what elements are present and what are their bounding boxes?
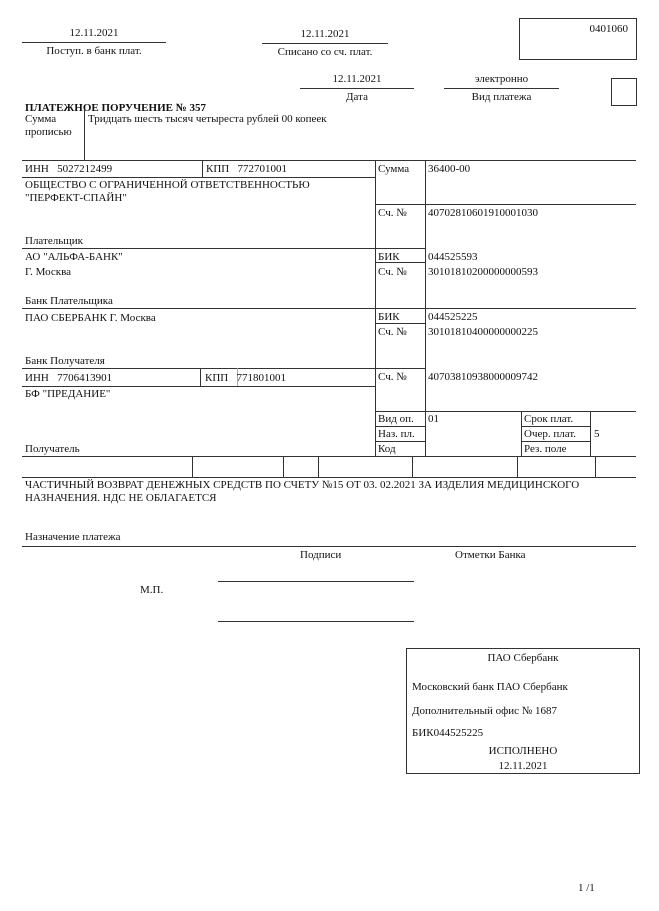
payer-bank-bik-label: БИК [378,251,400,263]
received-date: 12.11.2021 [69,27,119,39]
payee-inn: ИНН 7706413901 [25,372,113,384]
purpose-label: Назначение платежа [25,531,121,543]
payee-bank-name: ПАО СБЕРБАНК Г. Москва [25,312,156,324]
stamp-bank: ПАО Сбербанк [487,652,559,664]
divider [22,477,636,478]
payer-account-label: Сч. № [378,207,407,219]
signatures-label: Подписи [300,549,342,561]
divider [444,88,559,89]
payee-bank-bik-label: БИК [378,311,400,323]
page-number: 1 /1 [578,882,595,894]
payer-bank-label: Банк Плательщика [25,295,113,307]
priority: 5 [594,428,600,440]
amount-words-label-2: прописью [25,126,72,138]
payer-account: 40702810601910001030 [428,207,538,219]
divider [22,308,636,309]
payer-name-1: ОБЩЕСТВО С ОГРАНИЧЕННОЙ ОТВЕТСТВЕННОСТЬЮ [25,179,310,191]
op-type-label: Вид оп. [378,413,414,425]
divider [517,456,518,477]
divider [200,368,201,386]
received-label: Поступ. в банк плат. [46,45,142,57]
payee-label: Получатель [25,443,80,455]
reserve-label: Рез. поле [524,443,567,455]
payee-bank-bik: 044525225 [428,311,478,323]
divider [262,43,388,44]
payee-bank-account-label: Сч. № [378,326,407,338]
divider [22,368,425,369]
payer-bank-name-2: Г. Москва [25,266,72,278]
stamp-office: Дополнительный офис № 1687 [412,705,558,717]
payer-kpp: КПП 772701001 [206,163,287,175]
form-code-box [519,18,637,60]
document-date: 12.11.2021 [332,73,382,85]
sum-label: Сумма [378,163,410,175]
divider [22,160,636,161]
bank-marks-label: Отметки Банка [455,549,526,561]
divider [375,441,425,442]
divider [590,411,591,456]
payer-bank-account: 30101810200000000593 [428,266,538,278]
stamp-bik: БИК044525225 [412,727,484,739]
purpose-line-1: ЧАСТИЧНЫЙ ВОЗВРАТ ДЕНЕЖНЫХ СРЕДСТВ ПО СЧЕТУ №15 ОТ 03. 02.2021 ЗА ИЗДЕЛИЯ МЕДИЦИНСКОГО [25,479,580,491]
stamp-branch: Московский банк ПАО Сбербанк [412,681,568,693]
signature-line [218,621,414,622]
divider [375,204,636,205]
divider [283,456,284,477]
divider [318,456,319,477]
payee-account: 40703810938000009742 [428,371,538,383]
divider [192,456,193,477]
payer-bank-account-label: Сч. № [378,266,407,278]
bank-stamp [406,648,640,774]
divider [521,426,590,427]
purpose-line-2: НАЗНАЧЕНИЯ. НДС НЕ ОБЛАГАЕТСЯ [25,492,217,504]
divider [412,456,413,477]
payment-type-label: Вид платежа [471,91,532,103]
divider [202,160,203,177]
debited-label: Списано со сч. плат. [277,46,373,58]
signature-line [218,581,414,582]
payee-bank-label: Банк Получателя [25,355,105,367]
stamp-place: М.П. [140,584,164,596]
payer-bank-name-1: АО "АЛЬФА-БАНК" [25,251,123,263]
payee-account-label: Сч. № [378,371,407,383]
divider [595,456,596,477]
sum-value: 36400-00 [428,163,471,175]
divider [84,110,85,160]
payment-type: электронно [474,73,529,85]
payer-inn: ИНН 5027212499 [25,163,113,175]
divider [375,426,425,427]
code-label: Код [378,443,396,455]
divider [22,42,166,43]
payer-label: Плательщик [25,235,83,247]
form-code: 0401060 [589,23,628,35]
purpose-code-label: Наз. пл. [378,428,415,440]
page-title: ПЛАТЕЖНОЕ ПОРУЧЕНИЕ № 357 [25,102,207,114]
amount-words-label-1: Сумма [25,113,57,125]
payer-bank-bik: 044525593 [428,251,478,263]
divider [22,248,425,249]
payee-name: БФ "ПРЕДАНИЕ" [25,388,111,400]
divider [300,88,414,89]
payee-bank-account: 30101810400000000225 [428,326,538,338]
divider [22,386,375,387]
divider [375,411,636,412]
divider [521,411,522,456]
payee-kpp: КПП 771801001 [205,372,286,384]
divider [22,456,636,457]
divider [22,546,636,547]
priority-label: Очер. плат. [524,428,577,440]
payer-name-2: "ПЕРФЕКТ-СПАЙН" [25,192,127,204]
checkbox-square [611,78,637,106]
amount-words-value: Тридцать шесть тысяч четыреста рублей 00 копеек [88,113,327,125]
debited-date: 12.11.2021 [300,28,350,40]
divider [22,177,375,178]
stamp-date: 12.11.2021 [498,760,548,772]
date-label: Дата [346,91,368,103]
stamp-status: ИСПОЛНЕНО [488,745,558,757]
due-label: Срок плат. [524,413,574,425]
divider [521,441,590,442]
op-type: 01 [428,413,439,425]
